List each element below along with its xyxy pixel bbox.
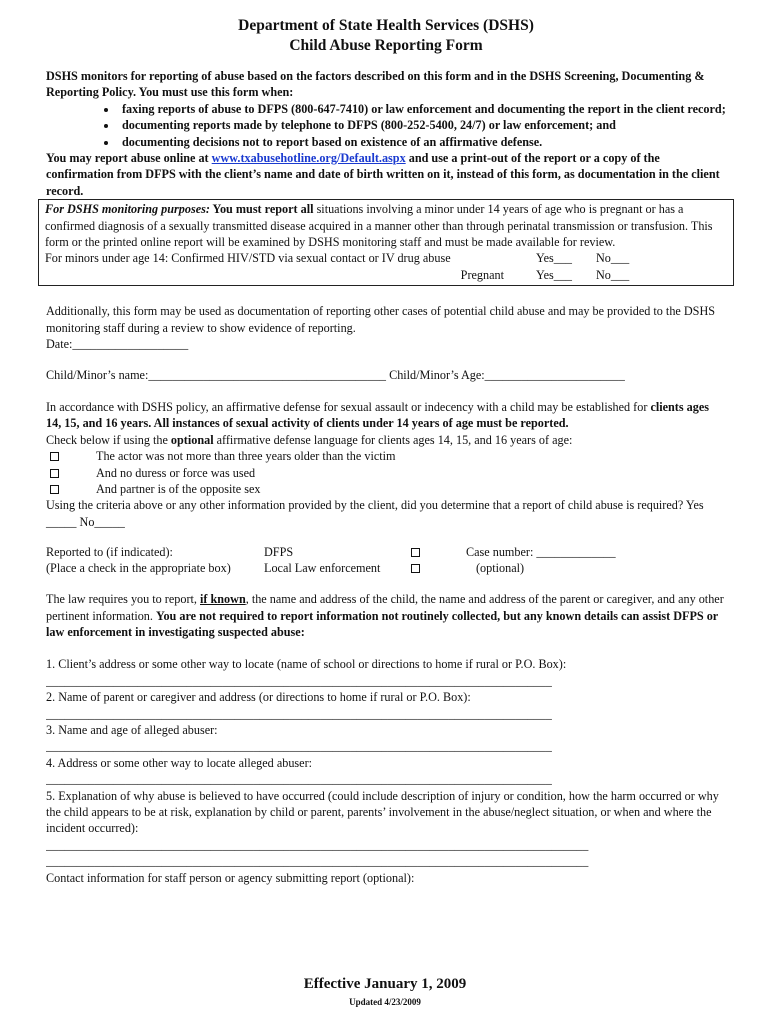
law-mid: , the name and address of the child, the name and address of the parent or caregiver, and any other pertinent information. — [46, 592, 724, 623]
pregnant-question — [45, 267, 727, 283]
criteria-age-row — [46, 448, 726, 464]
question-1-label: 1. Client’s address or some other way to locate (name of school or directions to home if rural or P.O. Box): — [46, 657, 567, 672]
optional-check-text — [46, 432, 726, 448]
pregnant-no[interactable]: No___ — [596, 267, 630, 282]
online-pre: You may report abuse online at — [46, 151, 212, 166]
updated-date: Updated 4/23/2009 — [349, 997, 421, 1007]
intro-text: DSHS monitors for reporting of abuse based on the factors described on this form and in the DSHS Screening, Documenting & Reporting Policy. You must use this form when: — [46, 69, 705, 100]
additional-text: Additionally, this form may be used as documentation of reporting other cases of potential child abuse and may be provided to the DSHS monitoring staff during a review to show evidence of reporting. — [46, 304, 716, 335]
online-report-text — [46, 150, 726, 199]
law-requirement-text — [46, 591, 726, 640]
law-pre: The law requires you to report, — [46, 592, 200, 607]
question-1-line[interactable]: ___________________________________________________________________________________ — [46, 673, 552, 688]
question-5-label: 5. Explanation of why abuse is believed to have occurred (could include description of injury or condition, how the harm occurred or why the child appears to be at risk, explanation by child or parent, parents’ involvement in the abuse/neglect situation, or when and where the incident occurred): — [46, 788, 719, 836]
form-title-agency: Department of State Health Services (DSHS) — [238, 17, 534, 34]
check-optional: optional — [170, 432, 214, 447]
law-enforcement-option-label: Local Law enforcement — [264, 561, 381, 576]
affirmative-ages: clients ages 14, 15, and 16 years — [46, 399, 709, 431]
dfps-checkbox[interactable] — [411, 548, 420, 557]
question-5-line-1[interactable]: _________________________________________________________________________________________ — [46, 837, 589, 852]
pregnant-label: Pregnant — [460, 267, 504, 282]
hiv-std-yes[interactable]: Yes___ — [536, 251, 573, 266]
monitoring-box — [38, 199, 734, 286]
law-if-known: if known — [200, 592, 246, 607]
affirmative-p1: In accordance with DSHS policy, an affirmative defense for sexual assault or indecency with a child may be established for — [46, 399, 651, 414]
criteria-age-label: The actor was not more than three years older than the victim — [96, 449, 396, 464]
intro-bullets — [46, 101, 726, 150]
dfps-option-label: DFPS — [264, 545, 294, 560]
bullet-faxing: • faxing reports of abuse to DFPS (800-647-7410) or law enforcement and documenting the report in the client record; — [118, 101, 726, 117]
form-title: Child Abuse Reporting Form — [289, 37, 483, 54]
bullet-telephone: • documenting reports made by telephone to DFPS (800-252-5400, 24/7) or law enforcement; and — [118, 117, 726, 133]
criteria-age-checkbox[interactable] — [50, 452, 59, 461]
criteria-duress-checkbox[interactable] — [50, 469, 59, 478]
question-2-label: 2. Name of parent or caregiver and address (or directions to home if rural or P.O. Box): — [46, 690, 471, 705]
question-3-line[interactable]: ___________________________________________________________________________________ — [46, 739, 552, 754]
question-3-label: 3. Name and age of alleged abuser: — [46, 723, 218, 737]
date-field[interactable]: Date:___________________ — [46, 337, 189, 352]
question-4-line[interactable]: ___________________________________________________________________________________ — [46, 772, 552, 787]
criteria-sex-checkbox[interactable] — [50, 485, 59, 494]
hotline-link[interactable]: www.txabusehotline.org/Default.aspx — [211, 151, 406, 166]
online-post: and use a print-out of the report or a copy of the confirmation from DFPS with the client’s name and date of birth written on it, instead of this form, as documentation in the client record. — [46, 151, 720, 198]
affirmative-must-report: . All instances of sexual activity of clients under 14 years of age must be reported. — [148, 416, 569, 431]
hiv-std-question — [45, 250, 727, 266]
case-number-field[interactable]: Case number: _____________ — [466, 545, 616, 560]
check-pre: Check below if using the — [46, 432, 171, 447]
affirmative-defense-text — [46, 399, 726, 432]
child-age-field[interactable]: Child/Minor’s Age:_______________________ — [386, 367, 625, 382]
child-info-row — [46, 367, 726, 383]
hiv-std-label: For minors under age 14: Confirmed HIV/STD via sexual contact or IV drug abuse — [45, 251, 451, 266]
question-5-line-2[interactable]: _________________________________________________________________________________________ — [46, 854, 589, 869]
effective-date: Effective January 1, 2009 — [303, 976, 467, 992]
law-enforcement-checkbox[interactable] — [411, 564, 420, 573]
check-post: affirmative defense language for clients ages 14, 15, and 16 years of age: — [213, 432, 573, 447]
criteria-duress-label: And no duress or force was used — [96, 465, 256, 480]
hiv-std-no[interactable]: No___ — [596, 251, 630, 266]
criteria-sex-label: And partner is of the opposite sex — [96, 481, 261, 496]
question-2-line[interactable]: ___________________________________________________________________________________ — [46, 706, 552, 721]
reported-to-label: Reported to (if indicated): — [46, 545, 173, 560]
pregnant-yes[interactable]: Yes___ — [536, 267, 573, 282]
monitoring-must: You must report all — [209, 202, 314, 217]
case-number-optional: (optional) — [476, 561, 525, 576]
reported-to-section — [46, 544, 726, 577]
monitoring-lead: For DSHS monitoring purposes: — [45, 202, 210, 217]
child-name-field[interactable]: Child/Minor’s name:_______________________________________ — [46, 367, 387, 382]
question-4-label: 4. Address or some other way to locate alleged abuser: — [46, 755, 313, 770]
monitoring-text: situations involving a minor under 14 years of age who is pregnant or has a confirmed diagnosis of a sexually transmitted disease acquired in a manner other than through perinatal transmission or transfusion. This form or the printed online report will be examined by DSHS monitoring staff and must be made available for review. — [45, 202, 713, 250]
criteria-duress-row — [46, 465, 726, 481]
law-bold: You are not required to report information not routinely collected, but any known details can assist DFPS or law enforcement in investigating suspected abuse: — [46, 608, 718, 639]
criteria-sex-row — [46, 481, 726, 497]
contact-info-label[interactable]: Contact information for staff person or agency submitting report (optional): — [46, 870, 415, 885]
report-required-question[interactable]: Using the criteria above or any other information provided by the client, did you determine that a report of child abuse is required? Yes _____ No_____ — [46, 498, 704, 529]
bullet-affirmative: • documenting decisions not to report based on existence of an affirmative defense. — [118, 134, 726, 150]
reported-to-instruction: (Place a check in the appropriate box) — [46, 561, 231, 576]
